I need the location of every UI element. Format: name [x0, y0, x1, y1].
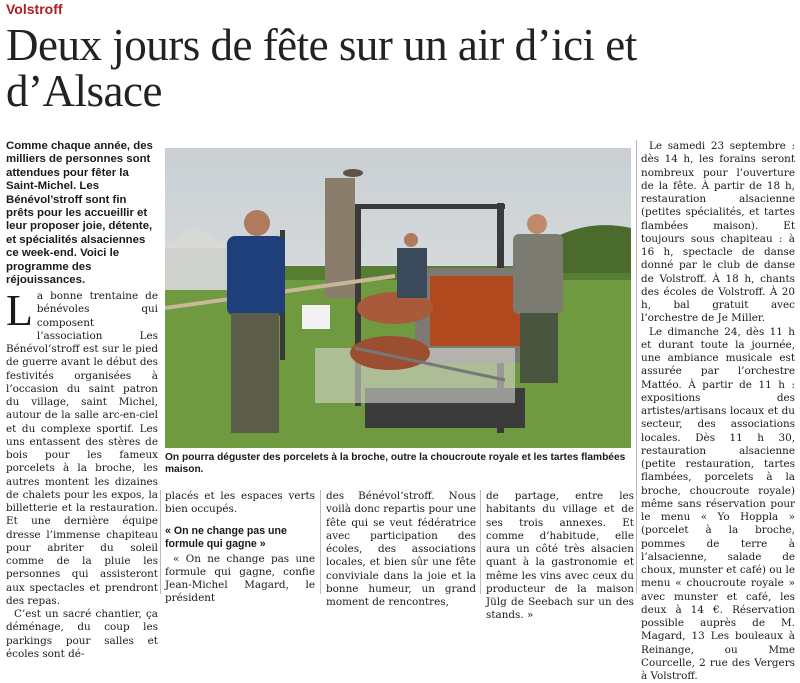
column-2-subhead: « On ne change pas une formule qui gagne »: [165, 525, 315, 551]
column-5-sunday: Le dimanche 24, dès 11 h et durant toute la journée, une ambiance musicale est assurée par l’orchestre Mattéo. À partir de 11 h : expositions des artistes/artisans locaux et du secteur, des associations locales. Dès 11 h 30, restauration alsacienne (petite restauration, tartes flambées, porcelets à la broche, choucroute royale) même sans réservation pour le menu « Yo Hoppla » (porcelet à la broche, pommes de terre à l’alsacienne, salade de choux, munster et café) ou le menu « choucroute royale » avec munster et café, les deux à 14 €. Réservation possible auprès de M. Magard, 13 Les bouleaux à Reinange, ou Mme Courcelle, 2 rue des Vergers à Volstroff.: [641, 326, 795, 683]
column-2-text: placés et les espaces verts bien occupés.: [165, 490, 315, 517]
column-divider: [636, 140, 637, 594]
column-5-saturday: Le samedi 23 septembre : dès 14 h, les forains seront nombreux pour l’ouverture de la fête. À partir de 18 h, restauration alsacienne (petites spécialités, et tartes flambées maison). Et toujours sous chapiteau : à 16 h, spectacle de danse donné par le club de danse de Volstroff. À 18 h, chants des écoles de Volstroff. À 20 h, bal gratuit avec l’orchestre de Je Miller.: [641, 140, 795, 326]
column-divider: [320, 490, 321, 594]
body-column-1: [6, 290, 158, 661]
body-column-3: des Bénévol’stroff. Nous voilà donc repartis pour une fête qui se veut fédératrice avec participation des écoles, des associations locales, et bien sûr une fête conviviale dans la joie et la bonne humeur, un grand moment de rencontres,: [326, 490, 476, 609]
drop-cap: L: [6, 292, 33, 330]
article-intro: Comme chaque année, des milliers de personnes sont attendues pour fêter la Saint-Michel. Les Bénévol’stroff sont fin prêts pour les accueillir et leur proposer joie, détente, et spécialités alsaciennes ce week-end. Voici le programme des réjouissances.: [6, 140, 156, 287]
column-divider: [160, 490, 161, 594]
article-photo: [165, 148, 631, 448]
photo-caption: On pourra déguster des porcelets à la broche, outre la choucroute royale et les tartes flambées maison.: [165, 452, 631, 476]
body-column-2: [165, 490, 315, 606]
article-headline: Deux jours de fête sur un air d’ici et d’Alsace: [6, 22, 796, 114]
column-1-text: a bonne trentaine de bénévoles qui composent l’association Les Bénévol’stroff est sur le pied de guerre avant le début des festivités organisées à l’occasion du saint patron du village, saint Michel, autour de la salle arc-en-ciel et du complexe sportif. Les uns entassent des stères de bois pour les fameux porcelets à la broche, les autres montent les dizaines de chalets pour les expos, la billetterie et la restauration. Et une dernière équipe dresse l’immense chapiteau pour abriter du soleil comme de la pluie les personnes qui assisteront aux spectacles et prendront des repas.: [6, 290, 158, 607]
roasting-scene-illustration: [165, 148, 631, 448]
column-2-text-2: « On ne change pas une formule qui gagne, confie Jean-Michel Magard, le président: [165, 553, 315, 606]
column-divider: [480, 490, 481, 594]
column-1-text-2: C’est un sacré chantier, ça déménage, du coup les parkings pour salles et écoles sont dé-: [6, 608, 158, 661]
section-label: Volstroff: [6, 1, 63, 17]
body-column-5: [641, 140, 795, 683]
body-column-4: de partage, entre les habitants du village et de ses trois annexes. Et comme d’habitude, elle aura un côté très alsacien quant à la gastronomie et même les vins avec ceux du producteur de la maison Jülg de Seebach sur un des stands. »: [486, 490, 634, 623]
